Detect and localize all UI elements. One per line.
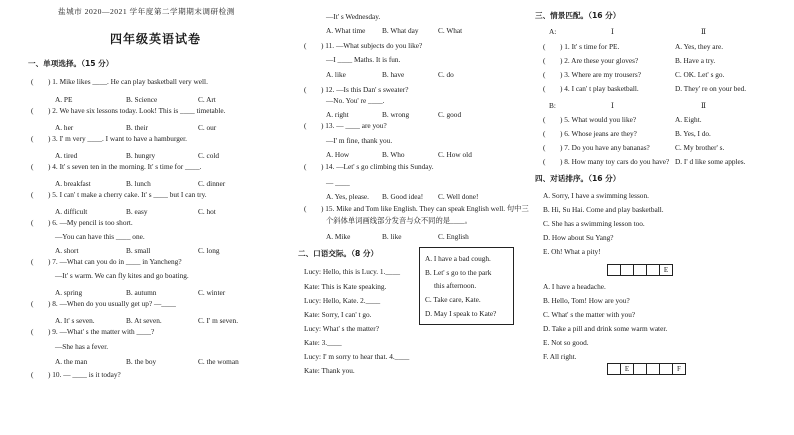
match-6-left: ( ) 6. Whose jeans are they? bbox=[543, 129, 637, 138]
dialogue-line-5: Lucy: What' s the matter? bbox=[304, 324, 379, 333]
section4-heading: 四、对话排序。（16 分） bbox=[535, 174, 621, 183]
sort2-box-2[interactable]: E bbox=[621, 364, 634, 374]
section3-heading: 三、情景匹配。（16 分） bbox=[535, 11, 621, 20]
q12-option-b[interactable]: B. wrong bbox=[382, 110, 410, 119]
dialogue-line-6: Kate: 3.____ bbox=[304, 338, 342, 347]
group-a-col1-label: Ⅰ bbox=[611, 27, 614, 36]
question-10: ( ) 10. — ____ is it today? bbox=[31, 370, 121, 379]
q9-option-b[interactable]: B. the boy bbox=[126, 357, 157, 366]
sort1-answer-boxes[interactable] bbox=[607, 264, 673, 276]
match-2-right: B. Have a try. bbox=[675, 56, 716, 65]
q5-option-b[interactable]: B. easy bbox=[126, 207, 148, 216]
group-b-label: B: bbox=[549, 101, 556, 110]
q6-option-b[interactable]: B. small bbox=[126, 246, 151, 255]
q3-option-b[interactable]: B. hungry bbox=[126, 151, 156, 160]
q10-option-b[interactable]: B. What day bbox=[382, 26, 419, 35]
q6-option-a[interactable]: A. short bbox=[55, 246, 79, 255]
question-14-reply: — ____ bbox=[326, 178, 350, 187]
question-9-reply: —She has a fever. bbox=[55, 342, 109, 351]
choice-c: C. Take care, Kate. bbox=[425, 295, 481, 304]
q9-option-c[interactable]: C. the woman bbox=[198, 357, 239, 366]
sort1-line-b: B. Hi, Su Hai. Come and play basketball. bbox=[543, 205, 664, 214]
q9-option-a[interactable]: A. the man bbox=[55, 357, 88, 366]
match-2-left: ( ) 2. Are these your gloves? bbox=[543, 56, 639, 65]
section2-heading: 二、口语交际。（8 分） bbox=[298, 249, 379, 258]
q10-option-c[interactable]: C. What bbox=[438, 26, 463, 35]
section1-heading: 一、单项选择。（15 分） bbox=[28, 59, 114, 68]
question-15: ( ) 15. Mike and Tom like English. They can speak English well. 句中三 bbox=[304, 204, 529, 213]
q2-option-b[interactable]: B. their bbox=[126, 123, 148, 132]
q1-option-a[interactable]: A. PE bbox=[55, 95, 73, 104]
choice-b: B. Let' s go to the park bbox=[425, 268, 492, 277]
q3-option-a[interactable]: A. tired bbox=[55, 151, 78, 160]
question-6-reply: —You can have this ____ one. bbox=[55, 232, 145, 241]
match-4-right: D. They' re on your bed. bbox=[675, 84, 747, 93]
sort2-box-1[interactable] bbox=[608, 364, 621, 374]
match-1-left: ( ) 1. It' s time for PE. bbox=[543, 42, 620, 51]
question-13-reply: —I' m fine, thank you. bbox=[326, 136, 393, 145]
question-15-line2: 个斜体单词画线部分发音与众不同的是____。 bbox=[326, 216, 472, 225]
match-7-left: ( ) 7. Do you have any bananas? bbox=[543, 143, 650, 152]
sort2-line-b: B. Hello, Tom! How are you? bbox=[543, 296, 630, 305]
match-1-right: A. Yes, they are. bbox=[675, 42, 724, 51]
question-3: ( ) 3. I' m very ____. I want to have a hamburger. bbox=[31, 134, 187, 143]
sort2-line-f: F. All right. bbox=[543, 352, 577, 361]
q2-option-c[interactable]: C. our bbox=[198, 123, 217, 132]
match-8-left: ( ) 8. How many toy cars do you have? bbox=[543, 157, 670, 166]
question-11: ( ) 11. —What subjects do you like? bbox=[304, 41, 423, 50]
dialogue-line-7: Lucy: I' m sorry to hear that. 4.____ bbox=[304, 352, 410, 361]
q5-option-c[interactable]: C. hot bbox=[198, 207, 216, 216]
column-left bbox=[30, 0, 295, 435]
q7-option-b[interactable]: B. autumn bbox=[126, 288, 157, 297]
q3-option-c[interactable]: C. cold bbox=[198, 151, 220, 160]
sort1-box-5[interactable]: E bbox=[663, 266, 669, 274]
q6-option-c[interactable]: C. long bbox=[198, 246, 220, 255]
q11-option-c[interactable]: C. do bbox=[438, 70, 454, 79]
q2-option-a[interactable]: A. her bbox=[55, 123, 74, 132]
dialogue-line-8: Kate: Thank you. bbox=[304, 366, 355, 375]
question-11-reply: —I ____ Maths. It is fun. bbox=[326, 55, 401, 64]
match-4-left: ( ) 4. I can' t play basketball. bbox=[543, 84, 639, 93]
choice-b-cont: this afternoon. bbox=[434, 281, 477, 290]
q15-option-c[interactable]: C. English bbox=[438, 232, 469, 241]
sort2-line-e: E. Not so good. bbox=[543, 338, 589, 347]
choice-d: D. May I speak to Kate? bbox=[425, 309, 497, 318]
match-7-right: C. My brother' s. bbox=[675, 143, 725, 152]
dialogue-line-2: Kate: This is Kate speaking. bbox=[304, 282, 387, 291]
q7-option-a[interactable]: A. spring bbox=[55, 288, 83, 297]
q7-option-c[interactable]: C. winter bbox=[198, 288, 226, 297]
question-12: ( ) 12. —Is this Dan' s sweater? bbox=[304, 85, 409, 94]
sort2-box-6[interactable]: F bbox=[677, 365, 681, 373]
q4-option-b[interactable]: B. lunch bbox=[126, 179, 151, 188]
column-right bbox=[535, 0, 790, 435]
question-7: ( ) 7. —What can you do in ____ in Yancheng? bbox=[31, 257, 182, 266]
q4-option-c[interactable]: C. dinner bbox=[198, 179, 226, 188]
group-b-col1-label: Ⅰ bbox=[611, 101, 614, 110]
sort1-line-c: C. She has a swimming lesson too. bbox=[543, 219, 645, 228]
q12-option-a[interactable]: A. right bbox=[326, 110, 349, 119]
sort2-line-d: D. Take a pill and drink some warm water. bbox=[543, 324, 668, 333]
group-a-col2-label: Ⅱ bbox=[701, 27, 706, 36]
question-2: ( ) 2. We have six lessons today. Look! This is ____ timetable. bbox=[31, 106, 226, 115]
q13-option-c[interactable]: C. How old bbox=[438, 150, 472, 159]
group-b-col2-label: Ⅱ bbox=[701, 101, 706, 110]
q14-option-c[interactable]: C. Well done! bbox=[438, 192, 479, 201]
q14-option-a[interactable]: A. Yes, please. bbox=[326, 192, 369, 201]
sort1-box-1[interactable] bbox=[608, 265, 621, 275]
sort2-line-c: C. What' s the matter with you? bbox=[543, 310, 636, 319]
match-5-right: A. Eight. bbox=[675, 115, 702, 124]
question-5: ( ) 5. I can' t make a cherry cake. It' s ____ but I can try. bbox=[31, 190, 207, 199]
question-14: ( ) 14. —Let' s go climbing this Sunday. bbox=[304, 162, 434, 171]
question-9: ( ) 9. —What' s the matter with ____? bbox=[31, 327, 155, 336]
q11-option-a[interactable]: A. like bbox=[326, 70, 346, 79]
q8-option-b[interactable]: B. At seven. bbox=[126, 316, 162, 325]
match-3-left: ( ) 3. Where are my trousers? bbox=[543, 70, 641, 79]
question-12-reply: —No. You' re ____. bbox=[326, 96, 385, 105]
q8-option-a[interactable]: A. It' s seven. bbox=[55, 316, 95, 325]
page-title: 四年级英语试卷 bbox=[110, 32, 202, 46]
sort1-line-d: D. How about Su Yang? bbox=[543, 233, 614, 242]
exam-header: 盐城市 2020—2021 学年度第二学期期末调研检测 bbox=[58, 7, 235, 16]
q14-option-b[interactable]: B. Good idea! bbox=[382, 192, 424, 201]
question-13: ( ) 13. — ____ are you? bbox=[304, 121, 387, 130]
sort2-line-a: A. I have a headache. bbox=[543, 282, 606, 291]
q1-option-c[interactable]: C. Art bbox=[198, 95, 216, 104]
sort1-line-e: E. Oh! What a pity! bbox=[543, 247, 601, 256]
question-8: ( ) 8. —When do you usually get up? —____ bbox=[31, 299, 176, 308]
q4-option-a[interactable]: A. breakfast bbox=[55, 179, 91, 188]
sort2-box-4[interactable] bbox=[647, 364, 660, 374]
dialogue-line-1: Lucy: Hello, this is Lucy. 1.____ bbox=[304, 267, 400, 276]
q13-option-b[interactable]: B. Who bbox=[382, 150, 405, 159]
sort1-box-4[interactable] bbox=[647, 265, 660, 275]
group-a-label: A: bbox=[549, 27, 557, 36]
q15-option-b[interactable]: B. like bbox=[382, 232, 402, 241]
q10-option-a[interactable]: A. What time bbox=[326, 26, 366, 35]
sort1-box-2[interactable] bbox=[621, 265, 634, 275]
q1-option-b[interactable]: B. Science bbox=[126, 95, 158, 104]
dialogue-choices-box bbox=[419, 247, 514, 325]
sort1-line-a: A. Sorry, I have a swimming lesson. bbox=[543, 191, 649, 200]
question-6: ( ) 6. —My pencil is too short. bbox=[31, 218, 133, 227]
q8-option-c[interactable]: C. I' m seven. bbox=[198, 316, 239, 325]
match-6-right: B. Yes, I do. bbox=[675, 129, 711, 138]
q5-option-a[interactable]: A. difficult bbox=[55, 207, 88, 216]
sort2-answer-boxes[interactable] bbox=[607, 363, 686, 375]
question-10-reply: —It' s Wednesday. bbox=[326, 12, 381, 21]
q12-option-c[interactable]: C. good bbox=[438, 110, 462, 119]
question-1: ( ) 1. Mike likes ____. He can play basketball very well. bbox=[31, 77, 208, 86]
dialogue-line-4: Kate: Sorry, I can' t go. bbox=[304, 310, 372, 319]
sort2-box-3[interactable] bbox=[634, 364, 647, 374]
match-3-right: C. OK. Let' s go. bbox=[675, 70, 725, 79]
dialogue-line-3: Lucy: Hello, Kate. 2.____ bbox=[304, 296, 381, 305]
q15-option-a[interactable]: A. Mike bbox=[326, 232, 351, 241]
sort2-box-5[interactable] bbox=[660, 364, 673, 374]
sort1-box-3[interactable] bbox=[634, 265, 647, 275]
column-middle bbox=[300, 0, 535, 435]
q11-option-b[interactable]: B. have bbox=[382, 70, 405, 79]
q13-option-a[interactable]: A. How bbox=[326, 150, 350, 159]
choice-a: A. I have a bad cough. bbox=[425, 254, 491, 263]
question-4: ( ) 4. It' s seven ten in the morning. It' s time for ____. bbox=[31, 162, 202, 171]
question-7-reply: —It' s warm. We can fly kites and go boating. bbox=[55, 271, 189, 280]
match-5-left: ( ) 5. What would you like? bbox=[543, 115, 637, 124]
match-8-right: D. I' d like some apples. bbox=[675, 157, 746, 166]
